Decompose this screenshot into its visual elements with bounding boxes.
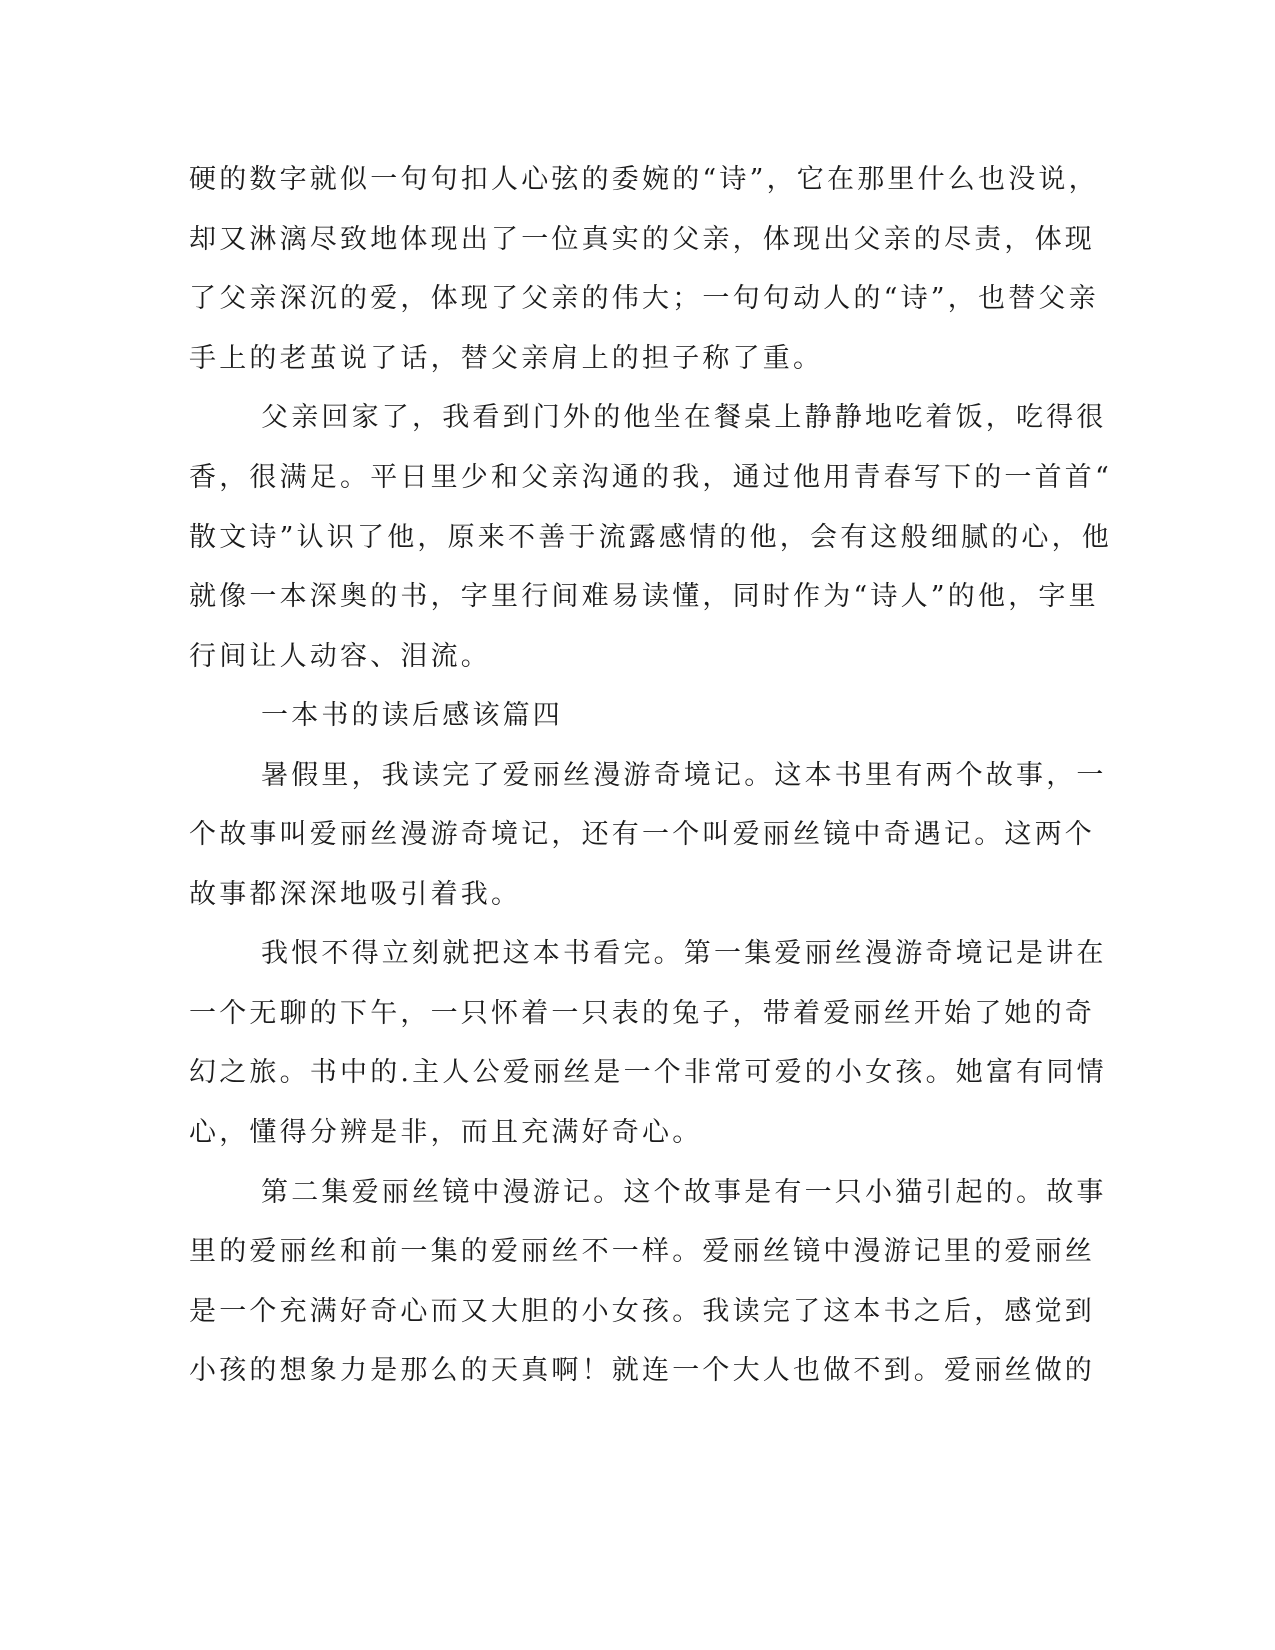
text-line: 心，懂得分辨是非，而且充满好奇心。 bbox=[189, 1117, 703, 1148]
section-heading: 一本书的读后感该篇四 bbox=[261, 700, 563, 731]
text-line: 手上的老茧说了话，替父亲肩上的担子称了重。 bbox=[189, 343, 824, 374]
text-line: 里的爱丽丝和前一集的爱丽丝不一样。爱丽丝镜中漫游记里的爱丽丝 bbox=[189, 1236, 1095, 1267]
paragraph-first-line: 父亲回家了，我看到门外的他坐在餐桌上静静地吃着饭，吃得很 bbox=[261, 402, 1107, 433]
text-line: 幻之旅。书中的.主人公爱丽丝是一个非常可爱的小女孩。她富有同情 bbox=[189, 1057, 1107, 1088]
text-line: 却又淋漓尽致地体现出了一位真实的父亲，体现出父亲的尽责，体现 bbox=[189, 224, 1095, 255]
text-line: 一个无聊的下午，一只怀着一只表的兔子，带着爱丽丝开始了她的奇 bbox=[189, 998, 1095, 1029]
paragraph-first-line: 暑假里，我读完了爱丽丝漫游奇境记。这本书里有两个故事，一 bbox=[261, 760, 1107, 791]
text-line: 是一个充满好奇心而又大胆的小女孩。我读完了这本书之后，感觉到 bbox=[189, 1296, 1095, 1327]
text-line: 行间让人动容、泪流。 bbox=[189, 641, 491, 672]
paragraph-first-line: 第二集爱丽丝镜中漫游记。这个故事是有一只小猫引起的。故事 bbox=[261, 1177, 1107, 1208]
paragraph-first-line: 我恨不得立刻就把这本书看完。第一集爱丽丝漫游奇境记是讲在 bbox=[261, 938, 1107, 969]
text-line: 香，很满足。平日里少和父亲沟通的我，通过他用青春写下的一首首“ bbox=[189, 462, 1113, 493]
text-line: 散文诗”认识了他，原来不善于流露感情的他，会有这般细腻的心，他 bbox=[189, 522, 1113, 553]
text-line: 就像一本深奥的书，字里行间难易读懂，同时作为“诗人”的他，字里 bbox=[189, 581, 1099, 612]
text-line: 了父亲深沉的爱，体现了父亲的伟大；一句句动人的“诗”，也替父亲 bbox=[189, 283, 1099, 314]
text-line: 个故事叫爱丽丝漫游奇境记，还有一个叫爱丽丝镜中奇遇记。这两个 bbox=[189, 819, 1095, 850]
text-line: 故事都深深地吸引着我。 bbox=[189, 879, 522, 910]
text-line: 小孩的想象力是那么的天真啊！就连一个大人也做不到。爱丽丝做的 bbox=[189, 1355, 1095, 1386]
text-line: 硬的数字就似一句句扣人心弦的委婉的“诗”，它在那里什么也没说， bbox=[189, 164, 1099, 195]
